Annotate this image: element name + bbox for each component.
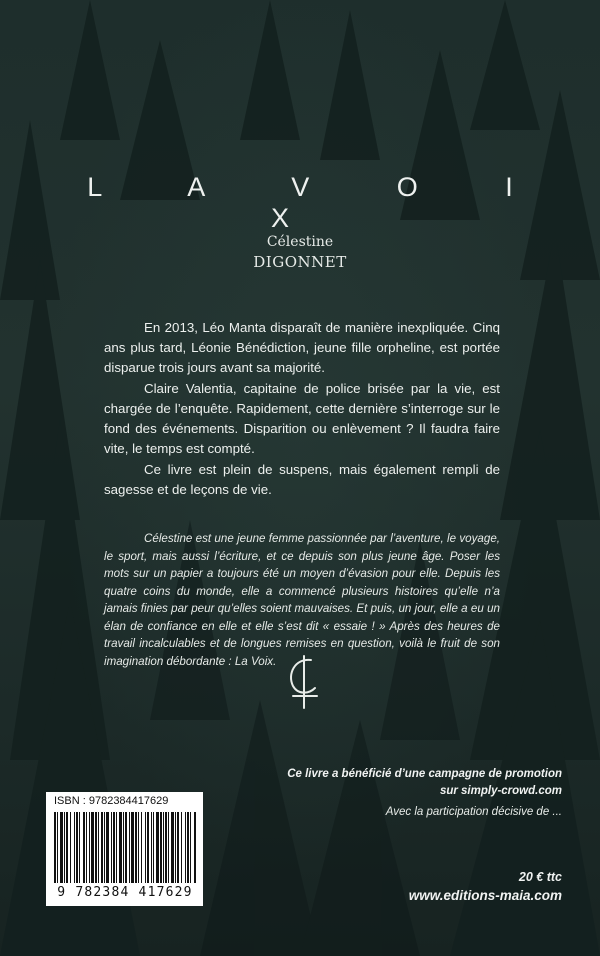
promotion-line: Ce livre a bénéficié d’une campagne de promotion [287, 768, 562, 780]
isbn-label: ISBN : 9782384417629 [54, 795, 169, 807]
author-last-name: DIGONNET [253, 253, 347, 271]
synopsis-paragraph: En 2013, Léo Manta disparaît de manière inexpliquée. Cinq ans plus tard, Léonie Bénédiction, jeune fille orpheline, est portée disparue trois jours avant sa majorité. [104, 320, 500, 375]
participation-note: Avec la participation décisive de ... [385, 806, 562, 818]
isbn-barcode-box [46, 792, 203, 906]
author-bio-text: Célestine est une jeune femme passionnée par l’aventure, le voyage, le sport, mais aussi l’écriture, et ce depuis son plus jeune âge. Poser les mots sur un papier a toujours été un moyen d’évasion pour elle. Depuis les quatre coins du monde, elle a commencé plusieurs histoires qu’elle n’a jamais finies par peur qu’elles soient mauvaises. Et puis, un jour, elle a eu un élan de confiance en elle et elle s’est dit « essaie ! » Après des heures de travail incalculables et de longues remises en question, voilà le fruit de son imagination débordante : La Voix. [104, 532, 500, 668]
publisher-website: www.editions-maia.com [408, 888, 562, 903]
promotion-line: sur simply-crowd.com [439, 785, 562, 797]
promotion-note [242, 766, 562, 800]
barcode-icon [52, 812, 197, 883]
price: 20 € ttc [518, 870, 562, 884]
author-first-name: Célestine [266, 234, 334, 250]
synopsis [104, 318, 500, 501]
synopsis-paragraph: Ce livre est plein de suspens, mais également rempli de sagesse et de leçons de vie. [104, 462, 500, 497]
author-bio [104, 530, 500, 670]
publisher-monogram-icon [281, 652, 327, 712]
synopsis-paragraph: Claire Valentia, capitaine de police brisée par la vie, est chargée de l’enquête. Rapidement, cette dernière s’interroge sur le fond des événements. Disparition ou enlèvement ? Il faudra faire vite, le temps est compté. [104, 381, 500, 456]
isbn-digits: 9 782384 417629 [57, 885, 193, 900]
book-title: L A V O I X [87, 172, 553, 233]
